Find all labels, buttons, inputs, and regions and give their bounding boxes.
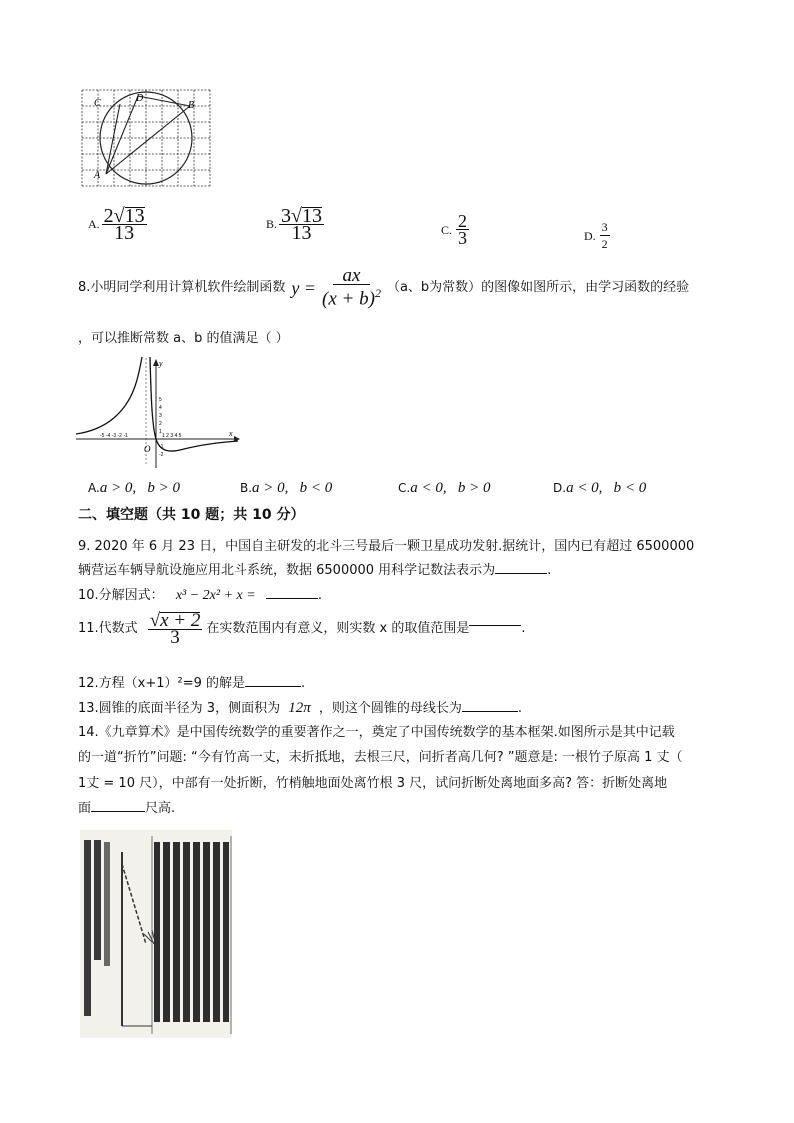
option-fraction: [102, 204, 147, 244]
sqrt-sign: √: [149, 609, 161, 631]
point-label-c: C: [94, 98, 101, 109]
x-ticks-positive: 1 2 3 4 5: [162, 433, 182, 439]
q14-line-2: 的一道“折竹”问题: “今有竹高一丈，末折抵地，去根三尺，问折者高几何? ”题意是: 一根竹子原高 1 丈（: [78, 750, 683, 765]
y-tick-label: 1: [159, 429, 162, 435]
q13-end: .: [517, 701, 523, 716]
answer-blank[interactable]: [462, 711, 518, 712]
coefficient: 3: [281, 204, 292, 227]
segment-ab: [106, 106, 190, 174]
q11-suffix: 在实数范围内有意义，则实数 x 的取值范围是: [206, 621, 470, 636]
q7-option-a[interactable]: [88, 204, 147, 244]
q14-prefix: 面: [78, 801, 92, 816]
q14-line-1: 14.《九章算术》是中国传统数学的重要著作之一，奠定了中国传统数学的基本框架.如图所示是其中记载: [78, 725, 675, 740]
q8-line-2: ，可以推断常数 a、b 的值满足（ ）: [78, 331, 289, 346]
q8-graph: [74, 356, 240, 470]
curve-left-branch: [76, 357, 142, 434]
q13-suffix: ，则这个圆锥的母线长为: [318, 701, 462, 716]
segment-ac: [106, 104, 120, 174]
q8-line-1: [78, 265, 690, 310]
answer-blank[interactable]: [469, 625, 521, 626]
q11-prefix: 11.代数式: [78, 621, 138, 636]
q14-line-3: 1丈 = 10 尺），中部有一处折断，竹梢触地面处离竹根 3 尺，试问折断处离地面多高? 答：折断处离地: [78, 776, 668, 791]
q10-prefix: 10.分解因式：: [78, 588, 164, 603]
option-text: a > 0, b > 0: [99, 480, 181, 496]
q7-option-d[interactable]: [584, 219, 610, 252]
x-axis-label: x: [229, 429, 233, 438]
numerator: 3: [601, 220, 608, 234]
q13-prefix: 13.圆锥的底面半径为 3，侧面积为: [78, 701, 281, 716]
section-title: 二、填空题（共 10 题；共 10 分）: [78, 507, 305, 523]
denominator: 13: [291, 222, 312, 244]
y-tick-label: -2: [159, 452, 164, 458]
denominator: 3: [458, 228, 468, 248]
q9-line-1: 9. 2020 年 6 月 23 日，中国自主研发的北斗三号最后一颗卫星成功发射.据统计，国内已有超过 6500000: [78, 539, 695, 554]
q10-end: .: [317, 588, 322, 603]
q10-expression: x³ − 2x² + x =: [175, 588, 256, 603]
q14-line-4: [78, 801, 175, 817]
function-fraction: [320, 265, 383, 310]
option-text: a < 0, b < 0: [566, 480, 647, 496]
q14-suffix: 尺高.: [145, 801, 176, 816]
q12-text: 12.方程（x+1）²=9 的解是: [78, 676, 246, 691]
q12: [78, 676, 305, 692]
q7-option-b[interactable]: [266, 204, 324, 244]
radicand: 13: [302, 205, 322, 227]
q8-option-a[interactable]: [88, 480, 180, 497]
option-letter: A.: [88, 217, 100, 231]
function-y: y =: [291, 277, 317, 298]
q9-text: 辆营运车辆导航设施应用北斗系统，数据 6500000 用科学记数法表示为: [78, 563, 496, 578]
point-label-a: A: [94, 170, 101, 181]
option-letter: B.: [266, 217, 278, 231]
q11-expression: [148, 609, 203, 648]
denominator: 13: [114, 222, 135, 244]
q12-end: .: [301, 676, 306, 691]
q8-suffix: （a、b为常数）的图像如图所示，由学习函数的经验: [386, 279, 690, 295]
option-text: a > 0, b < 0: [252, 480, 333, 496]
radicand: x + 2: [160, 610, 201, 631]
answer-blank[interactable]: [245, 686, 301, 687]
sqrt-sign: √: [113, 204, 125, 227]
option-letter: D.: [553, 481, 567, 495]
denominator-exponent: 2: [374, 286, 381, 300]
ancient-book-image: [80, 830, 232, 1038]
denominator: 3: [170, 627, 180, 648]
q13-area: 12π: [288, 700, 311, 716]
radicand: 13: [124, 205, 145, 227]
q8-option-b[interactable]: [240, 480, 332, 497]
option-letter: C.: [398, 481, 411, 495]
denominator: 2: [601, 237, 608, 251]
option-fraction: [600, 219, 610, 252]
option-text: a < 0, b > 0: [410, 480, 491, 496]
y-axis-label: y: [159, 359, 163, 368]
numerator: 2: [458, 211, 468, 231]
point-label-b: B: [188, 100, 195, 111]
q8-prefix: 8.小明同学利用计算机软件绘制函数: [78, 279, 286, 295]
y-tick-label: 5: [159, 397, 162, 403]
y-tick-label: 3: [159, 413, 162, 419]
origin-label: O: [144, 444, 151, 454]
y-tick-label: -1: [159, 444, 164, 450]
q9-end: .: [547, 563, 552, 578]
answer-blank[interactable]: [266, 598, 318, 599]
q8-option-c[interactable]: [398, 480, 490, 497]
option-fraction: [456, 213, 469, 246]
denominator-base: (x + b): [322, 288, 375, 310]
option-letter: C.: [441, 222, 453, 237]
coefficient: 2: [103, 204, 114, 227]
answer-blank[interactable]: [91, 811, 145, 812]
x-ticks-negative: -5 -4 -3 -2 -1: [100, 433, 128, 439]
q11: [78, 609, 526, 648]
q10: [78, 588, 322, 604]
point-label-d: D: [136, 93, 144, 104]
y-tick-label: 2: [159, 421, 162, 427]
function-numerator: ax: [333, 268, 371, 285]
q13: [78, 700, 522, 717]
answer-blank[interactable]: [495, 573, 547, 574]
option-letter: B.: [240, 481, 253, 495]
sqrt-sign: √: [291, 204, 302, 227]
q11-end: .: [521, 621, 526, 636]
q9-line-2: [78, 563, 551, 579]
q7-option-c[interactable]: [441, 213, 469, 246]
option-letter: A.: [88, 481, 100, 495]
q7-figure: [80, 88, 213, 190]
q8-option-d[interactable]: [553, 480, 646, 497]
option-letter: D.: [584, 228, 596, 243]
option-fraction: [279, 204, 324, 244]
y-tick-label: 4: [159, 405, 162, 411]
function-denominator: [320, 285, 383, 310]
